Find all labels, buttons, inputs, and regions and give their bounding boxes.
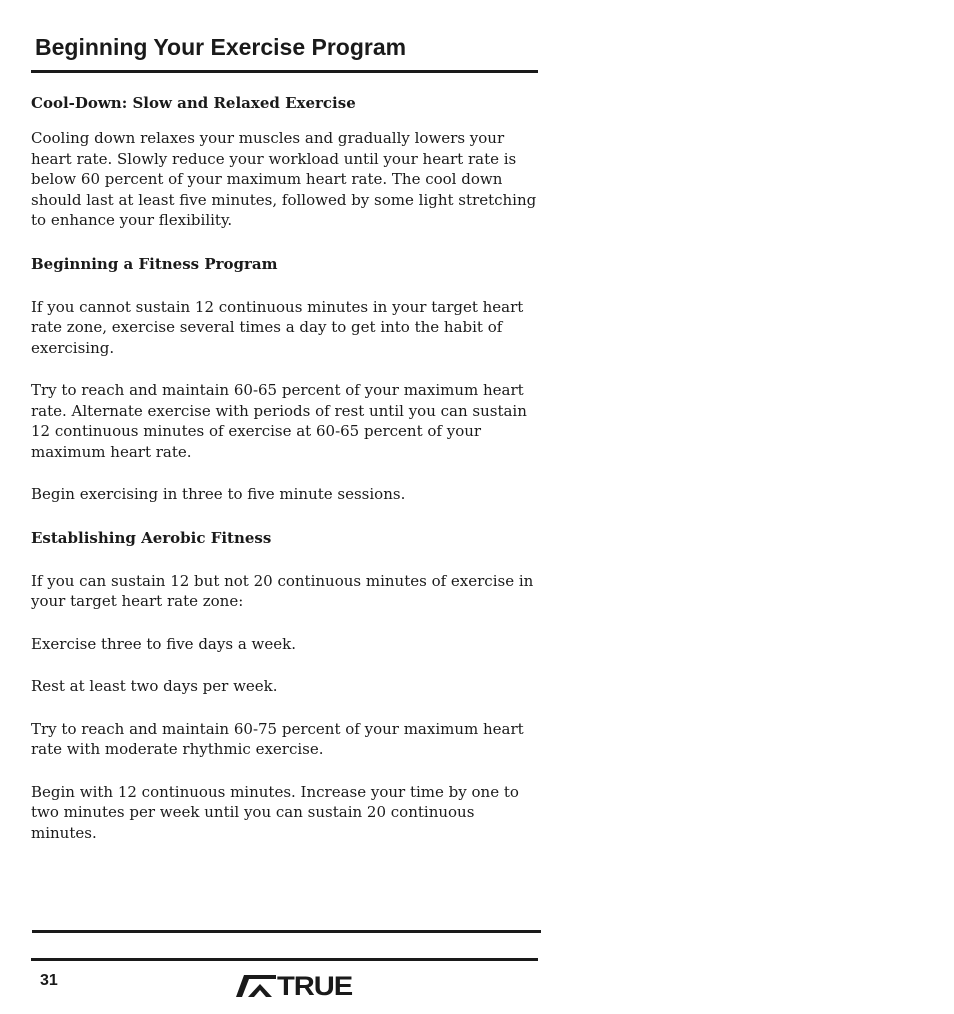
page-number: 31 xyxy=(40,972,58,989)
paragraph: Rest at least two days per week. xyxy=(31,677,278,695)
paragraph: Begin exercising in three to five minute sessions. xyxy=(31,485,406,503)
paragraph: Begin with 12 continuous minutes. Increase your time by one to two minutes per week until you can sustain 20 continuous minutes. xyxy=(31,782,519,842)
paragraph: If you cannot sustain 12 continuous minutes in your target heart rate zone, exercise several times a day to get into the habit of exercising. xyxy=(31,297,524,357)
section-heading-cool-down: Cool-Down: Slow and Relaxed Exercise xyxy=(31,94,356,112)
true-brand-mark-icon xyxy=(236,975,276,997)
footer-rule-top xyxy=(32,930,541,933)
page-content xyxy=(31,92,541,843)
paragraph: Exercise three to five days a week. xyxy=(31,634,296,653)
header-rule xyxy=(31,70,538,73)
paragraph: Try to reach and maintain 60-65 percent of your maximum heart rate. Alternate exercise with periods of rest until you can sustain 12 continuous minutes of exercise at 60-65 percent of your maximum heart rate. xyxy=(31,381,527,461)
section-heading-beginning-program: Beginning a Fitness Program xyxy=(31,254,278,273)
paragraph: Try to reach and maintain 60-75 percent of your maximum heart rate with moderate rhythmic exercise. xyxy=(31,719,524,758)
footer-rule-bottom xyxy=(31,958,538,961)
brand-logo xyxy=(236,971,390,1001)
paragraph: Cooling down relaxes your muscles and gradually lowers your heart rate. Slowly reduce your workload until your heart rate is below 60 percent of your maximum heart rate. The cool down should last at least five minutes, followed by some light stretching to enhance your flexibility. xyxy=(31,129,537,229)
page-title: Beginning Your Exercise Program xyxy=(35,34,407,60)
paragraph: If you can sustain 12 but not 20 continuous minutes of exercise in your target heart rate zone: xyxy=(31,571,534,610)
section-heading-aerobic-fitness: Establishing Aerobic Fitness xyxy=(31,528,272,547)
logo-text: TRUE xyxy=(277,971,353,1001)
